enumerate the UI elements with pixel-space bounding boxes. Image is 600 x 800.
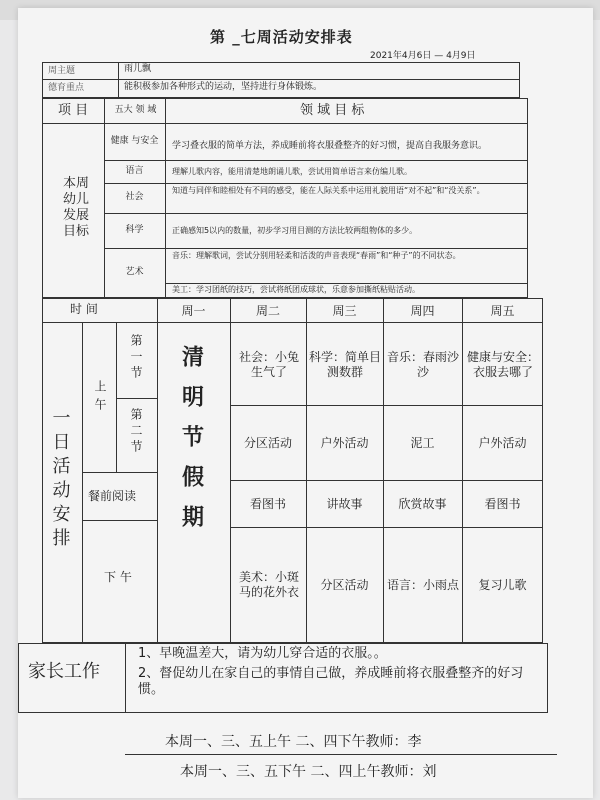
fri-period1: 健康与安全：衣服去哪了 bbox=[466, 350, 539, 379]
goal-art-music: 音乐：理解歌词，尝试分别用轻柔和活泼的声音表现“春雨”和“种子”的不同状态。 bbox=[172, 251, 461, 260]
day-fri: 周五 bbox=[490, 303, 515, 318]
tue-afternoon: 美术：小斑马的花外衣 bbox=[238, 570, 299, 599]
thu-period1: 音乐：春雨沙沙 bbox=[387, 350, 460, 379]
theme-value: 雨儿飘 bbox=[124, 64, 152, 74]
morning-label: 上午 bbox=[93, 380, 107, 416]
day-tue: 周二 bbox=[255, 303, 280, 318]
reading-label: 餐前阅读 bbox=[88, 489, 137, 503]
wed-period2: 户外活动 bbox=[320, 435, 369, 450]
daily-schedule-label: 一日活动安排 bbox=[49, 408, 71, 552]
wed-afternoon: 分区活动 bbox=[320, 577, 369, 592]
afternoon-label: 下 午 bbox=[104, 570, 132, 584]
tue-period1: 社会：小兔生气了 bbox=[238, 350, 299, 379]
project-header: 项 目 bbox=[58, 103, 89, 118]
domain-social: 社会 bbox=[125, 192, 144, 203]
domain-art: 艺术 bbox=[125, 267, 144, 278]
goal-science: 正确感知5以内的数量，初步学习用目测的方法比较两组物体的多少。 bbox=[172, 226, 418, 235]
day-mon: 周一 bbox=[181, 303, 206, 318]
thu-reading: 欣赏故事 bbox=[398, 496, 447, 511]
teacher-line-1: 本周一、三、五上午 二、四下午教师：李 bbox=[165, 734, 422, 750]
period-2-label: 第二节 bbox=[129, 408, 143, 456]
wed-reading: 讲故事 bbox=[326, 496, 363, 511]
focus-value: 能积极参加各种形式的运动，坚持进行身体锻炼。 bbox=[124, 82, 323, 92]
tue-reading: 看图书 bbox=[249, 496, 286, 511]
goal-art-craft: 美工：学习团纸的技巧，尝试将纸团成球状，乐意参加撕纸粘贴活动。 bbox=[172, 285, 420, 294]
parents-line-1: 1、早晚温差大，请为幼儿穿合适的衣服。。 bbox=[138, 646, 387, 661]
holiday-text: 清明节假期 bbox=[178, 345, 204, 545]
wed-period1: 科学：简单目测数群 bbox=[309, 350, 382, 379]
focus-label: 德育重点 bbox=[48, 83, 85, 93]
teacher-line-2: 本周一、三、五下午 二、四上午教师：刘 bbox=[180, 764, 437, 780]
thu-period2: 泥工 bbox=[410, 435, 435, 450]
day-wed: 周三 bbox=[332, 303, 357, 318]
fri-afternoon: 复习儿歌 bbox=[478, 577, 527, 592]
goals-header: 领 域 目 标 bbox=[300, 103, 365, 118]
goal-health: 学习叠衣服的简单方法，养成睡前将衣服叠整齐的好习惯，提高自我服务意识。 bbox=[172, 141, 488, 151]
weekly-goals-label: 本周 幼儿 发展 目标 bbox=[62, 176, 89, 239]
theme-label: 周主题 bbox=[48, 66, 76, 76]
domain-health: 健康 与安全 bbox=[110, 136, 159, 147]
goal-social: 知道与同伴和睦相处有不同的感受，能在人际关系中运用礼貌用语“对不起”和“没关系”。 bbox=[172, 186, 485, 195]
period-1-label: 第一节 bbox=[129, 334, 143, 382]
domain-science: 科学 bbox=[125, 225, 144, 236]
day-thu: 周四 bbox=[410, 303, 435, 318]
domain-language: 语言 bbox=[125, 166, 144, 177]
fri-reading: 看图书 bbox=[484, 496, 521, 511]
parents-line-2: 2、督促幼儿在家自己的事情自己做，养成睡前将衣服叠整齐的好习惯。 bbox=[138, 666, 524, 698]
page-title: 第 _七周活动安排表 bbox=[210, 28, 353, 46]
goal-language: 理解儿歌内容，能用清楚地朗诵儿歌，尝试用简单语言来仿编儿歌。 bbox=[172, 167, 412, 176]
fri-period2: 户外活动 bbox=[478, 435, 527, 450]
tue-period2: 分区活动 bbox=[243, 435, 292, 450]
time-header: 时 间 bbox=[70, 302, 98, 316]
thu-afternoon: 语言：小雨点 bbox=[387, 577, 460, 592]
parents-label: 家长工作 bbox=[28, 661, 100, 682]
domains-header: 五大 领 域 bbox=[114, 105, 157, 116]
date-range: 2021年4月6日 — 4月9日 bbox=[370, 51, 476, 61]
